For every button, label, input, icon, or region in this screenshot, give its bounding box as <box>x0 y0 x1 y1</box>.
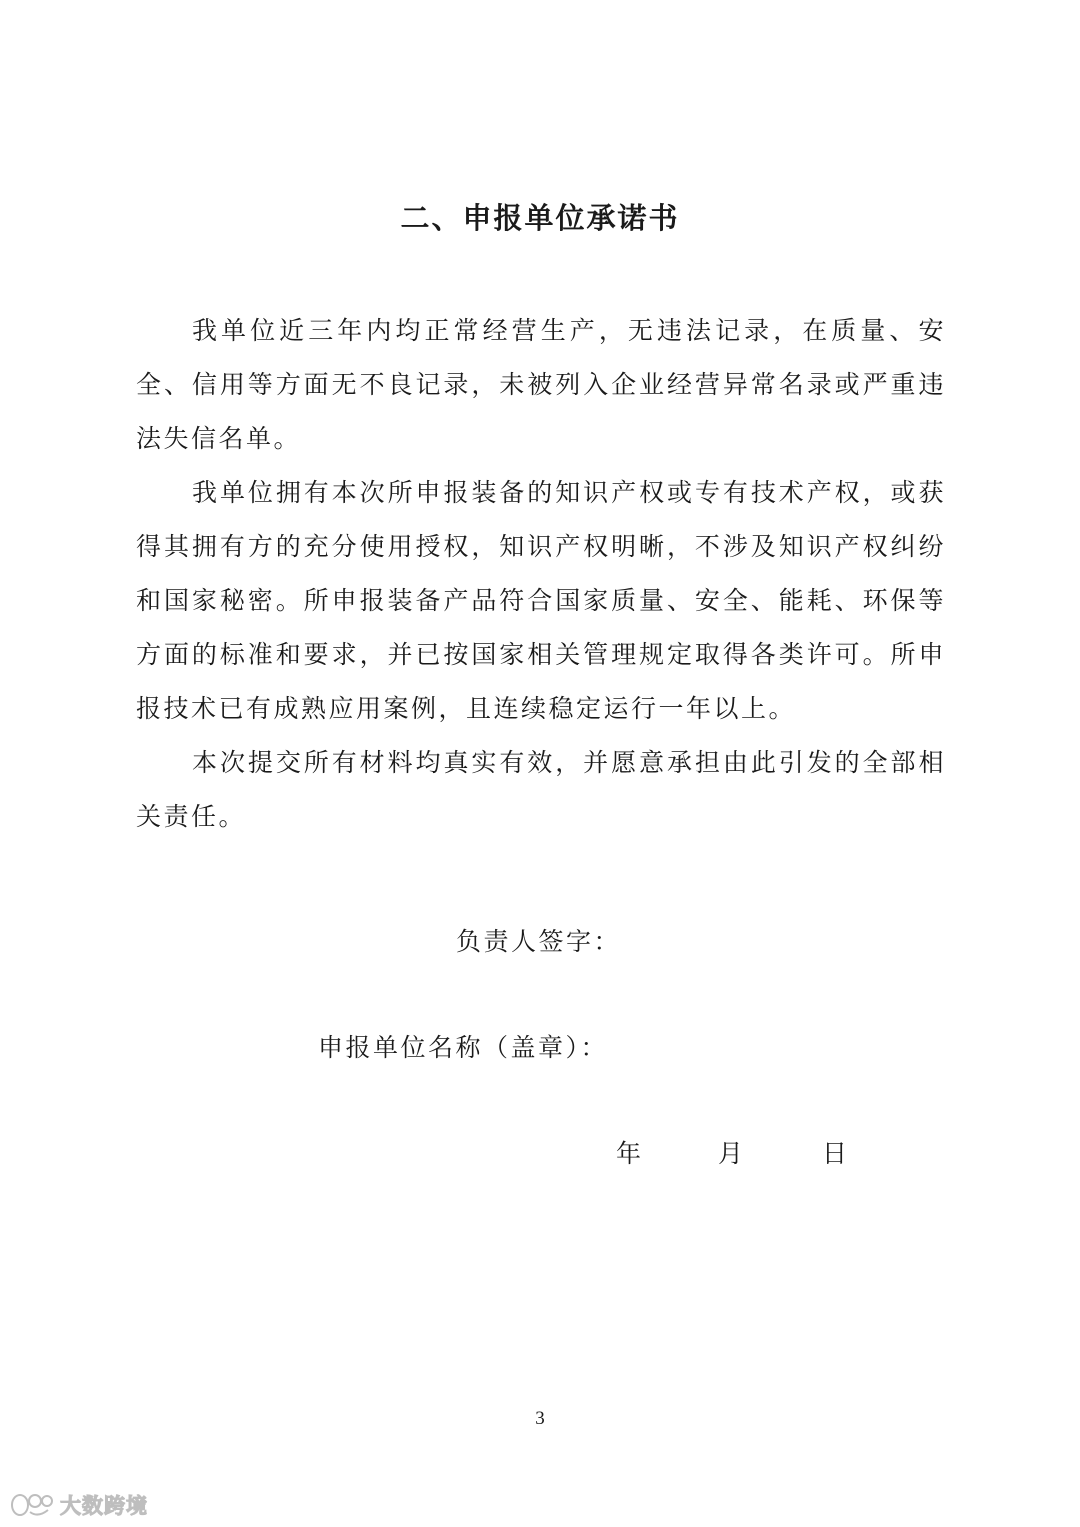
document-title: 二、申报单位承诺书 <box>400 201 680 235</box>
date-month-label: 月 <box>718 1139 746 1168</box>
watermark <box>10 1490 148 1520</box>
paragraph-authenticity: 本次提交所有材料均真实有效，并愿意承担由此引发的全部相关责任。 <box>136 748 946 831</box>
page-number: 3 <box>535 1408 545 1429</box>
paragraph-compliance: 我单位近三年内均正常经营生产，无违法记录，在质量、安全、信用等方面无不良记录，未被列入企业经营异常名录或严重违法失信名单。 <box>136 316 946 453</box>
date-day-label: 日 <box>822 1139 850 1168</box>
unit-name-label: 申报单位名称（盖章）： <box>318 1033 609 1062</box>
date-year-label: 年 <box>616 1139 644 1168</box>
signature-label: 负责人签字： <box>456 927 622 956</box>
watermark-text: 大数跨境 <box>60 1494 148 1518</box>
commitment-body <box>136 304 946 844</box>
watermark-logo-icon <box>10 1492 54 1518</box>
paragraph-intellectual-property: 我单位拥有本次所申报装备的知识产权或专有技术产权，或获得其拥有方的充分使用授权，知识产权明晰，不涉及知识产权纠纷和国家秘密。所申报装备产品符合国家质量、安全、能耗、环保等方面的标准和要求，并已按国家相关管理规定取得各类许可。所申报技术已有成熟应用案例，且连续稳定运行一年以上。 <box>136 478 946 723</box>
